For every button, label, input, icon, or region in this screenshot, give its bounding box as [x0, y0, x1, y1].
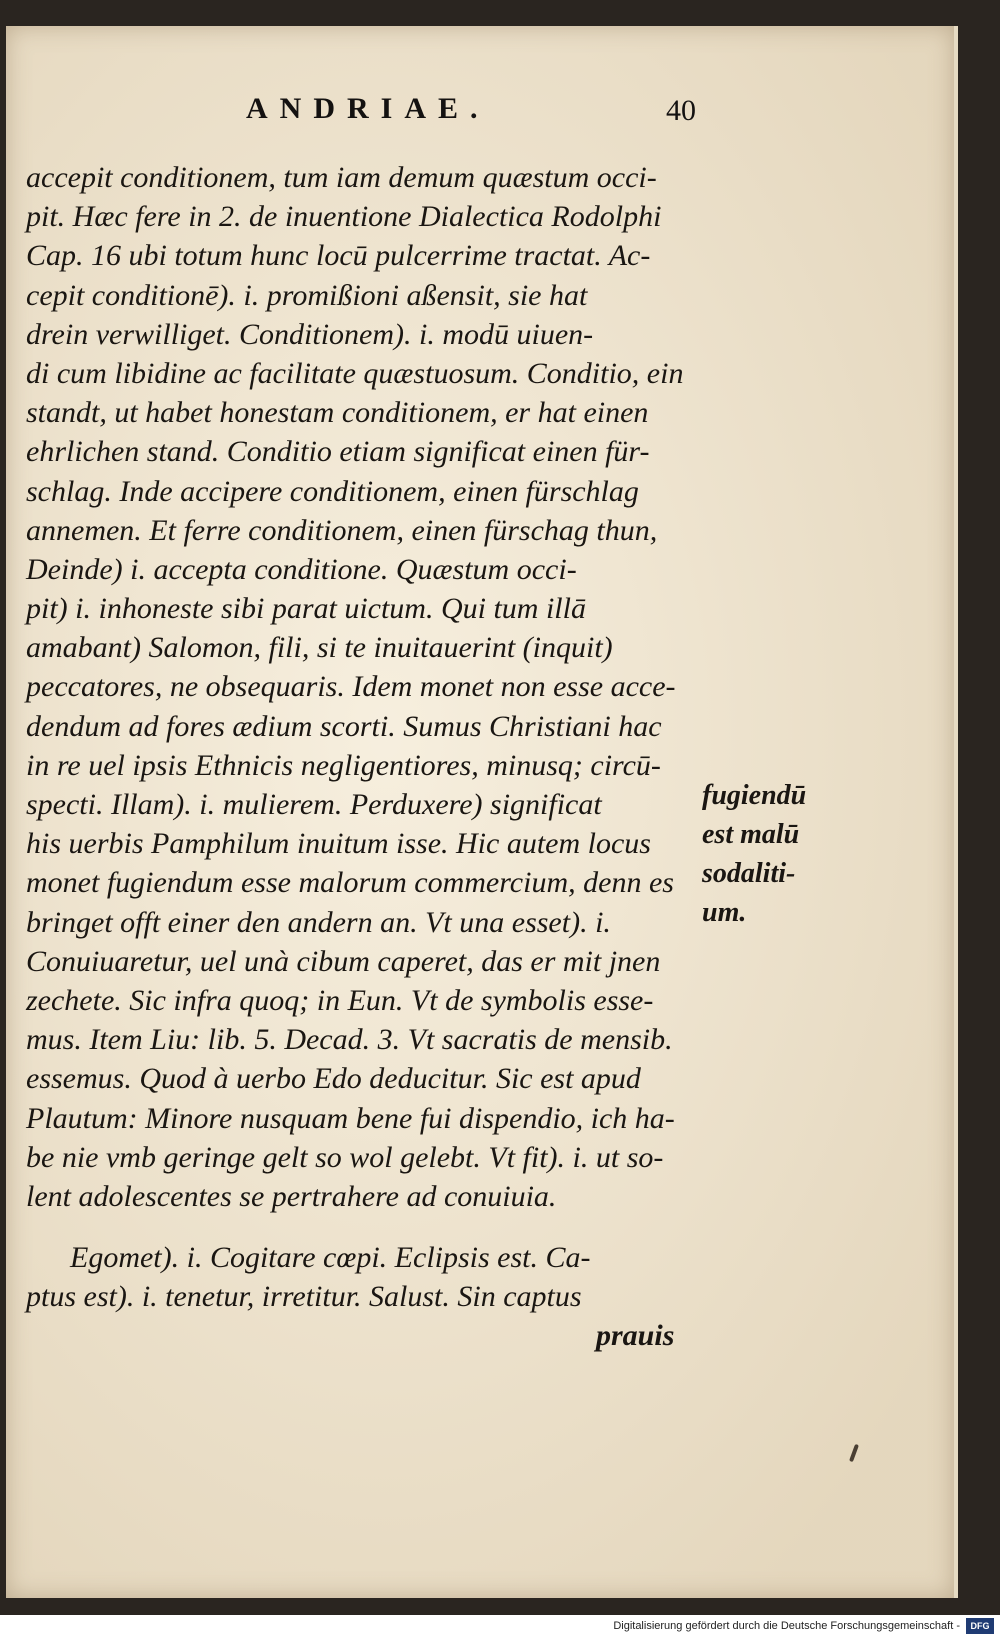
footer-bar: [0, 1615, 1000, 1639]
marginal-note-line: fugiendū: [702, 780, 807, 811]
text-line: Plautum: Minore nusquam bene fui dispendio, ich ha-: [26, 1101, 675, 1135]
text-line: annemen. Et ferre conditionem, einen fürschag thun,: [26, 513, 658, 547]
text-line: in re uel ipsis Ethnicis negligentiores, minusq; circū-: [26, 748, 661, 782]
text-line: his uerbis Pamphilum inuitum isse. Hic autem locus: [26, 827, 651, 861]
text-line: dendum ad fores ædium scorti. Sumus Christiani hac: [26, 709, 662, 743]
text-line: lent adolescentes se pertrahere ad conuiuia.: [26, 1179, 557, 1213]
text-line: mus. Item Liu: lib. 5. Decad. 3. Vt sacratis de mensib.: [26, 1023, 673, 1057]
marginal-note: [702, 776, 842, 932]
marginal-note-line: est malū: [702, 819, 800, 850]
text-line: ehrlichen stand. Conditio etiam significat einen für-: [26, 435, 650, 469]
text-line: zechete. Sic infra quoq; in Eun. Vt de symbolis esse-: [26, 983, 654, 1017]
text-line: standt, ut habet honestam conditionem, er hat einen: [26, 396, 649, 430]
text-line: bringet offt einer den andern an. Vt una esset). i.: [26, 905, 611, 939]
page-number: 40: [666, 94, 696, 127]
text-line: schlag. Inde accipere conditionem, einen fürschlag: [26, 474, 639, 508]
text-line: specti. Illam). i. mulierem. Perduxere) significat: [26, 788, 602, 821]
text-line: be nie vmb geringe gelt so wol gelebt. Vt fit). i. ut so-: [26, 1140, 664, 1174]
ink-speck: [849, 1444, 859, 1462]
marginal-note-line: um.: [702, 897, 747, 928]
text-line: ptus est). i. tenetur, irretitur. Salust. Sin captus: [26, 1280, 582, 1314]
text-line: peccatores, ne obsequaris. Idem monet non esse acce-: [26, 670, 676, 704]
text-line: Cap. 16 ubi totum hunc locū pulcerrime tractat. Ac-: [26, 239, 651, 273]
funding-credit: Digitalisierung gefördert durch die Deutsche Forschungsgemeinschaft -: [613, 1620, 960, 1632]
page-header: [236, 86, 696, 134]
text-line: pit. Hæc fere in 2. de inuentione Dialectica Rodolphi: [26, 200, 662, 234]
text-line: Deinde) i. accepta conditione. Quæstum occi-: [26, 552, 577, 586]
catchword: prauis: [596, 1319, 675, 1353]
text-line: di cum libidine ac facilitate quæstuosum. Conditio, ein: [26, 356, 684, 390]
text-line: accepit conditionem, tum iam demum quæstum occi-: [26, 161, 657, 194]
main-text: [26, 158, 686, 1356]
text-line: essemus. Quod à uerbo Edo deducitur. Sic est apud: [26, 1062, 641, 1096]
marginal-note-line: sodaliti-: [702, 858, 796, 889]
text-line: amabant) Salomon, fili, si te inuitauerint (inquit): [26, 631, 613, 665]
text-line: Conuiuaretur, uel unà cibum caperet, das er mit jnen: [26, 944, 661, 978]
dfg-logo: DFG: [966, 1618, 994, 1634]
text-line: monet fugiendum esse malorum commercium, denn es: [26, 866, 674, 900]
book-page: [6, 26, 958, 1598]
text-line: pit) i. inhoneste sibi parat uictum. Qui tum illā: [26, 592, 586, 626]
text-line: drein verwilliget. Conditionem). i. modū uiuen-: [26, 317, 594, 351]
text-line: Egomet). i. Cogitare cœpi. Eclipsis est. Ca-: [70, 1241, 591, 1275]
text-line: cepit conditionē). i. promißioni aßensit, sie hat: [26, 278, 588, 312]
running-head: ANDRIAE.: [246, 92, 490, 125]
paragraph-gap: [26, 1216, 686, 1238]
